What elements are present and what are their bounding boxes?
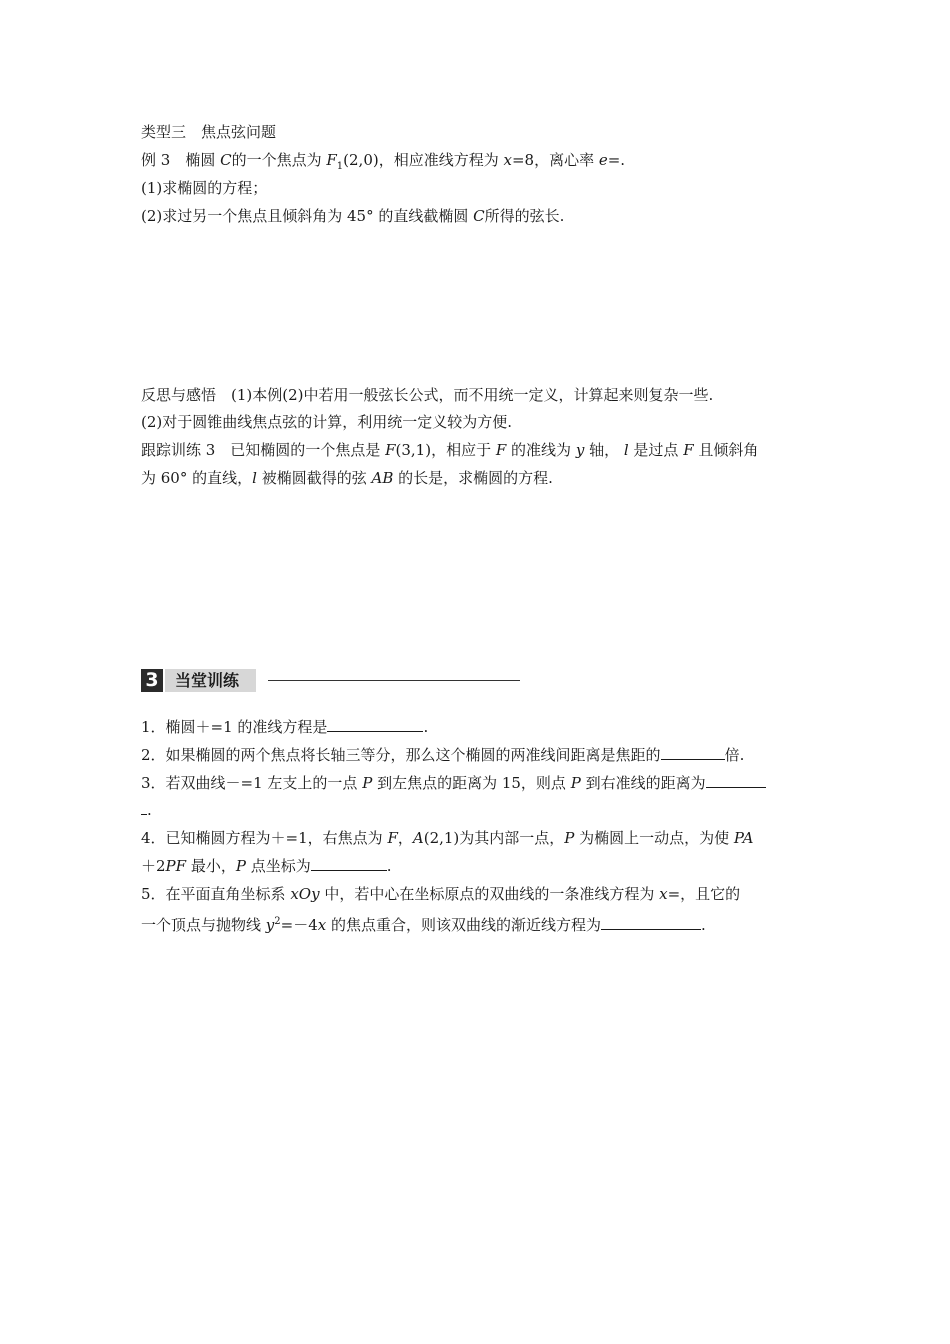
example-3-statement: 例 3 椭圆 C的一个焦点为 $F_1(2,0)$，相应准线方程为 x=8，离心率 e=. (141, 151, 626, 172)
section-number-badge: 3 (141, 669, 163, 692)
example-3-question-1: (1)求椭圆的方程； (141, 179, 268, 197)
answer-blank[interactable] (706, 773, 766, 788)
type-heading: 类型三 焦点弦问题 (141, 123, 277, 141)
follow-training-3-line-1: 跟踪训练 3 已知椭圆的一个焦点是 F(3,1)，相应于 F 的准线为 y 轴， l 是过点 F 且倾斜角 (141, 441, 759, 459)
exercise-2: 2．如果椭圆的两个焦点将长轴三等分，那么这个椭圆的两准线间距离是焦距的 倍. (141, 746, 745, 764)
exercise-3-continued: . (141, 800, 152, 820)
reflection-line-2: (2)对于圆锥曲线焦点弦的计算，利用统一定义较为方便. (141, 413, 513, 431)
example-3-question-2: (2)求过另一个焦点且倾斜角为 45° 的直线截椭圆 C所得的弦长. (141, 207, 565, 225)
answer-blank[interactable] (311, 856, 387, 871)
section-title: 当堂训练 (165, 669, 256, 692)
answer-blank[interactable] (327, 717, 423, 732)
section-divider (268, 680, 520, 681)
exercise-1: 1．椭圆＋=1 的准线方程是 . (141, 718, 429, 736)
reflection-line-1: 反思与感悟 (1)本例(2)中若用一般弦长公式，而不用统一定义，计算起来则复杂一些. (141, 386, 714, 404)
exercise-5-line-2: 一个顶点与抛物线 $y^2=-4x$ 的焦点重合，则该双曲线的渐近线方程为 . (141, 916, 706, 934)
answer-blank[interactable] (601, 915, 701, 930)
exercise-4-line-1: 4．已知椭圆方程为＋=1，右焦点为 F，A(2,1)为其内部一点，P 为椭圆上一动点，为使 PA (141, 829, 754, 847)
exercise-5-line-1: 5．在平面直角坐标系 xOy 中，若中心在坐标原点的双曲线的一条准线方程为 x=，且它的 (141, 885, 741, 903)
exercise-4-line-2: ＋2PF 最小，P 点坐标为 . (141, 857, 392, 875)
answer-blank[interactable] (661, 745, 725, 760)
exercise-3: 3．若双曲线－=1 左支上的一点 P 到左焦点的距离为 15，则点 P 到右准线的距离为 (141, 773, 766, 793)
follow-training-3-line-2: 为 60° 的直线，l 被椭圆截得的弦 AB 的长是，求椭圆的方程. (141, 469, 553, 487)
